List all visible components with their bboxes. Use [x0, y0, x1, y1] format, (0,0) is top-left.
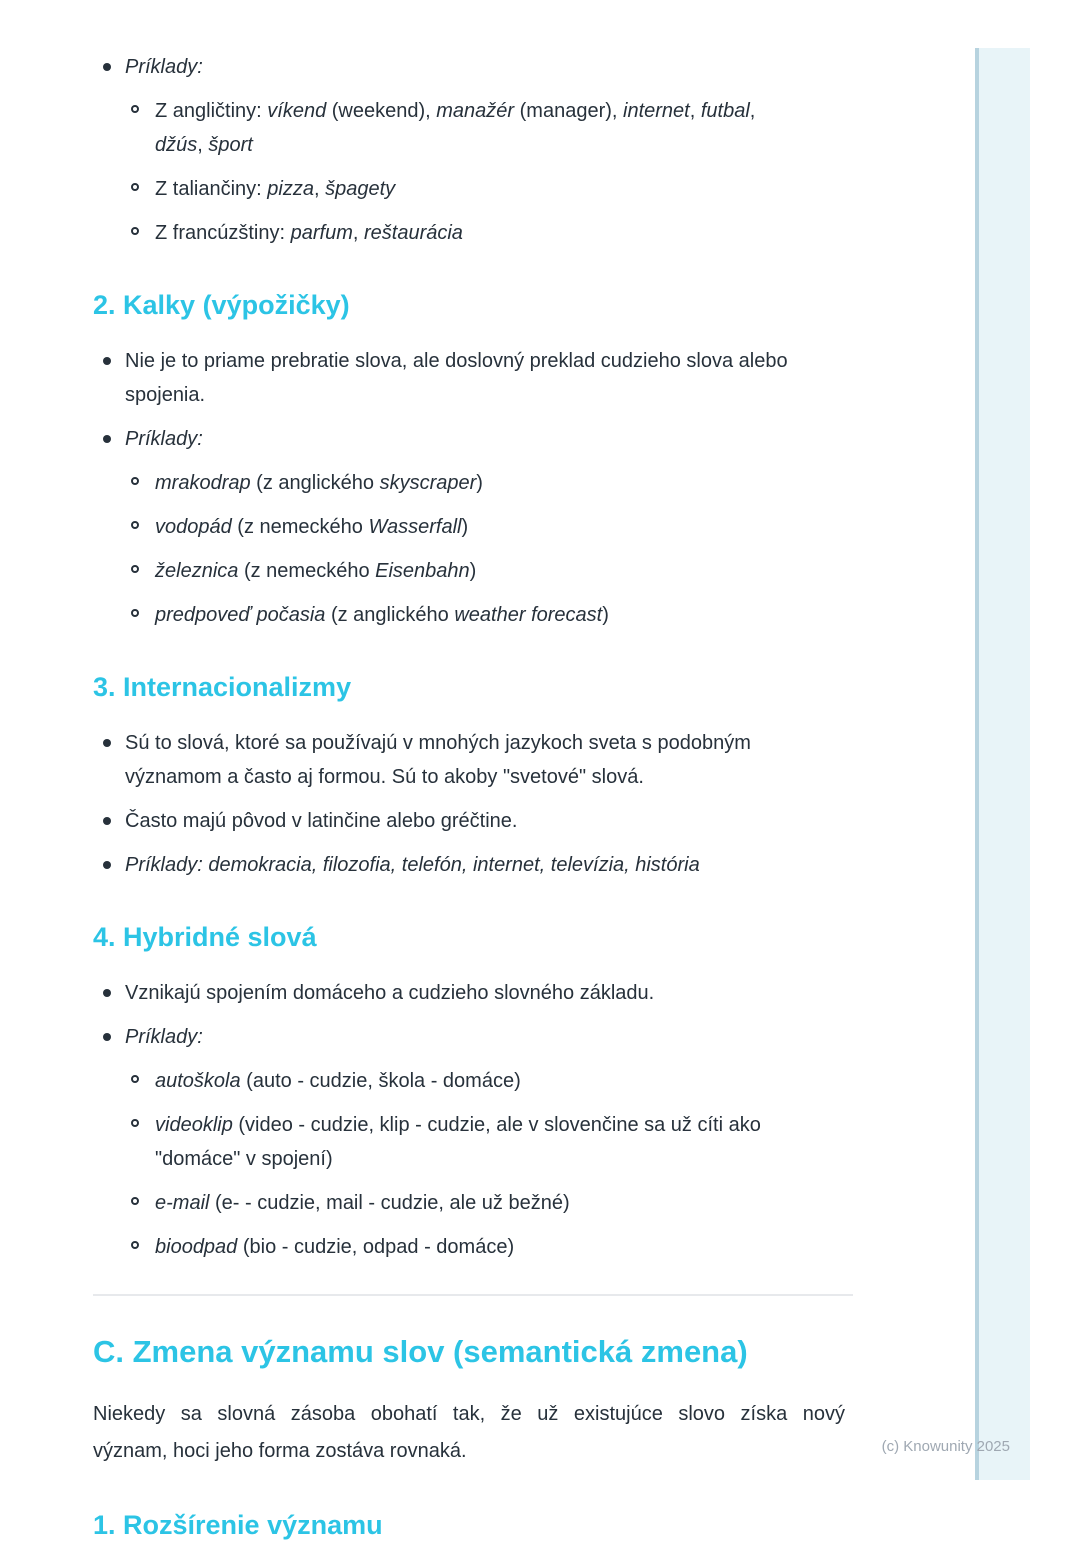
- intro-sub-list: [125, 94, 853, 250]
- list-item: e-mail (e- - cudzie, mail - cudzie, ale už bežné): [125, 1186, 853, 1220]
- list-item: predpoveď počasia (z anglického weather forecast): [125, 598, 853, 632]
- list-item: [93, 976, 853, 1010]
- section-heading-rozsirenie: 1. Rozšírenie významu: [93, 1510, 383, 1540]
- paragraph-line: význam, hoci jeho forma zostáva rovnaká.: [93, 1440, 467, 1462]
- main-heading-semanticka: C. Zmena významu slov (semantická zmena): [93, 1334, 748, 1369]
- list-item: Sú to slová, ktoré sa používajú v mnohých jazykoch sveta s podobným významom a často aj formou. Sú to akoby "svetové" slová.: [93, 726, 853, 794]
- page-edge-strip: [975, 48, 1030, 1480]
- bullet-text: Vznikajú spojením domáceho a cudzieho slovného základu.: [125, 982, 655, 1004]
- hybridne-sub-list: [125, 1064, 853, 1264]
- list-item: vodopád (z nemeckého Wasserfall): [125, 510, 853, 544]
- semanticka-paragraph: [93, 1396, 845, 1470]
- list-item: Z taliančiny: pizza, špagety: [125, 172, 853, 206]
- section-heading-kalky: 2. Kalky (výpožičky): [93, 290, 350, 320]
- list-item: videoklip (video - cudzie, klip - cudzie, ale v slovenčine sa už cíti ako "domáce" v spojení): [125, 1108, 853, 1176]
- list-item: bioodpad (bio - cudzie, odpad - domáce): [125, 1230, 853, 1264]
- section-heading-internacionalizmy: 3. Internacionalizmy: [93, 672, 352, 702]
- copyright-watermark: (c) Knowunity 2025: [881, 1438, 1010, 1455]
- list-item: Nie je to priame prebratie slova, ale doslovný preklad cudzieho slova alebo spojenia.: [93, 344, 853, 412]
- document-content: [93, 50, 853, 1564]
- list-item-examples: [93, 50, 853, 250]
- list-item-examples: [93, 1020, 853, 1264]
- list-item: mrakodrap (z anglického skyscraper): [125, 466, 853, 500]
- intro-bullet-list: [93, 50, 853, 250]
- list-item-examples: [93, 422, 853, 632]
- section-heading-hybridne: 4. Hybridné slová: [93, 922, 317, 952]
- kalky-sub-list: [125, 466, 853, 632]
- list-item: autoškola (auto - cudzie, škola - domáce): [125, 1064, 853, 1098]
- kalky-bullet-list: [93, 344, 853, 632]
- examples-label: Príklady:: [125, 428, 203, 450]
- list-item: Z angličtiny: víkend (weekend), manažér (manager), internet, futbal, džús, šport: [125, 94, 853, 162]
- examples-label: Príklady:: [125, 56, 203, 78]
- paragraph-line: Niekedy sa slovná zásoba obohatí tak, že už existujúce slovo získa nový: [93, 1403, 845, 1425]
- examples-label: Príklady:: [125, 1026, 203, 1048]
- section-divider: [93, 1294, 853, 1296]
- internacionalizmy-bullet-list: [93, 726, 853, 882]
- list-item: železnica (z nemeckého Eisenbahn): [125, 554, 853, 588]
- list-item: Často majú pôvod v latinčine alebo gréčtine.: [93, 804, 853, 838]
- list-item: Príklady: demokracia, filozofia, telefón, internet, televízia, história: [93, 848, 853, 882]
- list-item: Z francúzštiny: parfum, reštaurácia: [125, 216, 853, 250]
- hybridne-bullet-list: [93, 976, 853, 1264]
